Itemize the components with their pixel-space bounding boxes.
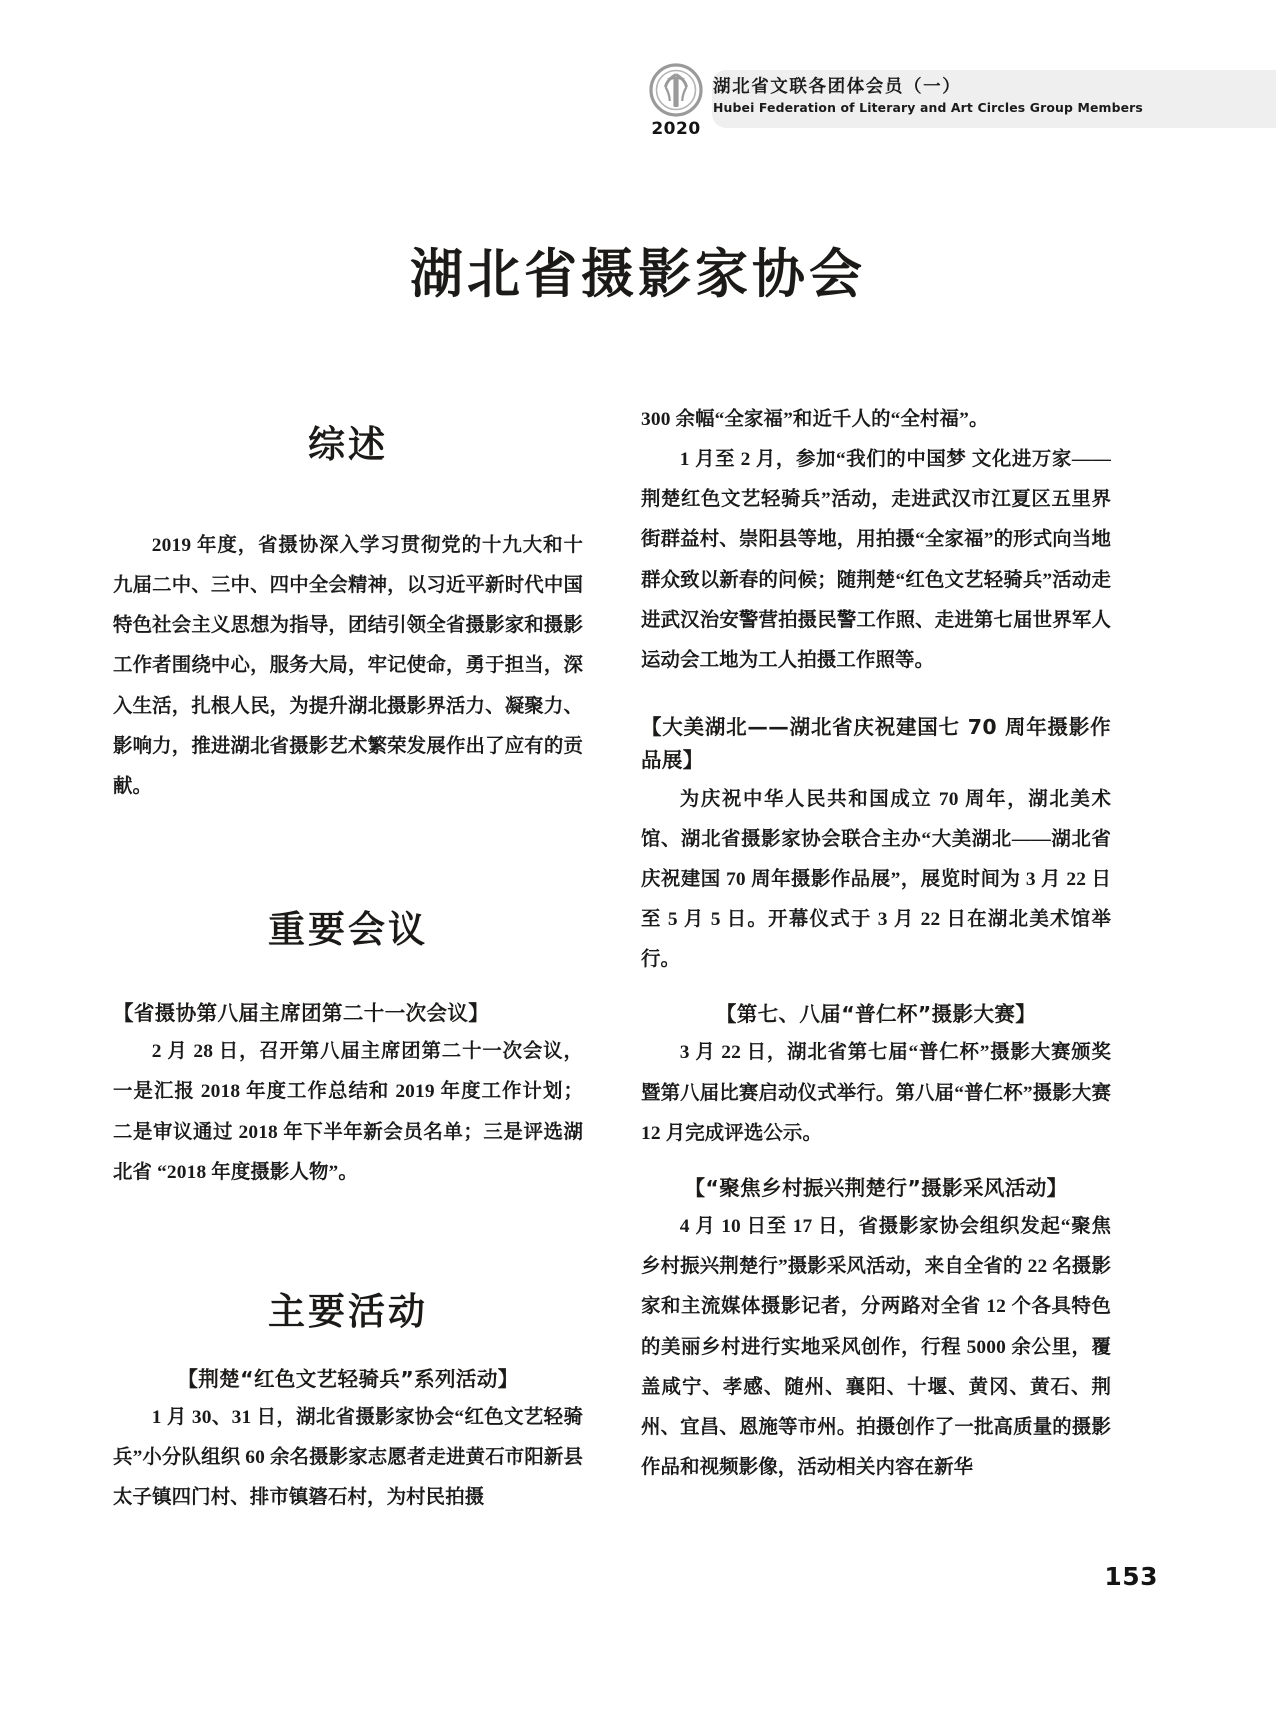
left-column bbox=[113, 400, 583, 1519]
overview-paragraph: 2019 年度，省摄协深入学习贯彻党的十九大和十九届二中、三中、四中全会精神，以习近平新时代中国特色社会主义思想为指导，团结引领全省摄影家和摄影工作者围绕中心，服务大局，牢记使命，勇于担当，深入生活，扎根人民，为提升湖北摄影界活力、凝聚力、影响力，推进湖北省摄影艺术繁荣发展作出了应有的贡献。 bbox=[113, 535, 583, 797]
header-title-cn: 湖北省文联各团体会员（一） bbox=[713, 76, 962, 96]
section-heading-overview: 综述 bbox=[308, 423, 388, 466]
spacer bbox=[641, 1154, 1111, 1172]
activity-1-paragraph: 1 月 30、31 日，湖北省摄影家协会“红色文艺轻骑兵”小分队组织 60 余名摄影家志愿者走进黄石市阳新县太子镇四门村、排市镇碆石村，为村民拍摄 bbox=[113, 1407, 583, 1509]
activity-4-paragraph: 4 月 10 日至 17 日，省摄影家协会组织发起“聚焦乡村振兴荆楚行”摄影采风活动，来自全省的 22 名摄影家和主流媒体摄影记者，分两路对全省 12 个各具特色的美丽乡村进行实地采风创作，行程 5000 余公里，覆盖咸宁、孝感、随州、襄阳、十堰、黄冈、黄石、荆州、宜昌、恩施等市州。拍摄创作了一批高质量的摄影作品和视频影像，活动相关内容在新华 bbox=[641, 1216, 1111, 1479]
spacer bbox=[641, 980, 1111, 998]
activity-3-paragraph: 3 月 22 日，湖北省第七届“普仁杯”摄影大赛颁奖暨第八届比赛启动仪式举行。第八届“普仁杯”摄影大赛 12 月完成评选公示。 bbox=[641, 1042, 1111, 1144]
header-logo-year: 2020 bbox=[651, 119, 701, 139]
activity-2-paragraph: 为庆祝中华人民共和国成立 70 周年，湖北美术馆、湖北省摄影家协会联合主办“大美湖北——湖北省庆祝建国 70 周年摄影作品展”，展览时间为 3 月 22 日至 5 月 5 日。开幕仪式于 3 月 22 日在湖北美术馆举行。 bbox=[641, 788, 1111, 971]
activity-1-paragraph-2: 1 月至 2 月，参加“我们的中国梦 文化进万家——荆楚红色文艺轻骑兵”活动，走进武汉市江夏区五里界街群益村、崇阳县等地，用拍摄“全家福”的形式向当地群众致以新春的问候；随荆楚“红色文艺轻骑兵”活动走进武汉治安警营拍摄民警工作照、走进第七届世界军人运动会工地为工人拍摄工作照等。 bbox=[641, 449, 1111, 671]
meeting-1-paragraph: 2 月 28 日，召开第八届主席团第二十一次会议，一是汇报 2018 年度工作总结和 2019 年度工作计划；二是审议通过 2018 年下半年新会员名单；三是评选湖北省 “2018 年度摄影人物”。 bbox=[113, 1041, 583, 1183]
activity-1-paragraph-continued: 300 余幅“全家福”和近千人的“全村福”。 bbox=[641, 409, 989, 430]
hubei-federation-emblem-icon bbox=[648, 62, 704, 118]
subheading-activity-3: 【第七、八届“普仁杯”摄影大赛】 bbox=[715, 1002, 1037, 1027]
section-heading-meetings: 重要会议 bbox=[268, 908, 428, 952]
subheading-activity-4: 【“聚焦乡村振兴荆楚行”摄影采风活动】 bbox=[684, 1175, 1068, 1200]
page-title: 湖北省摄影家协会 bbox=[410, 245, 866, 304]
spacer bbox=[641, 681, 1111, 711]
header-title-en: Hubei Federation of Literary and Art Circles Group Members bbox=[713, 99, 1143, 115]
subheading-meeting-1: 【省摄协第八届主席团第二十一次会议】 bbox=[113, 1001, 490, 1026]
header-logo bbox=[638, 62, 714, 144]
page-running-header bbox=[0, 62, 1276, 140]
article-body bbox=[113, 400, 1163, 1519]
page-number: 153 bbox=[1104, 1562, 1158, 1591]
section-heading-activities: 主要活动 bbox=[268, 1289, 428, 1333]
subheading-activity-2: 【大美湖北——湖北省庆祝建国七 70 周年摄影作品展】 bbox=[641, 715, 1111, 773]
header-text-block bbox=[713, 75, 1143, 116]
right-column bbox=[641, 400, 1111, 1519]
subheading-activity-1: 【荆楚“红色文艺轻骑兵”系列活动】 bbox=[177, 1366, 519, 1391]
